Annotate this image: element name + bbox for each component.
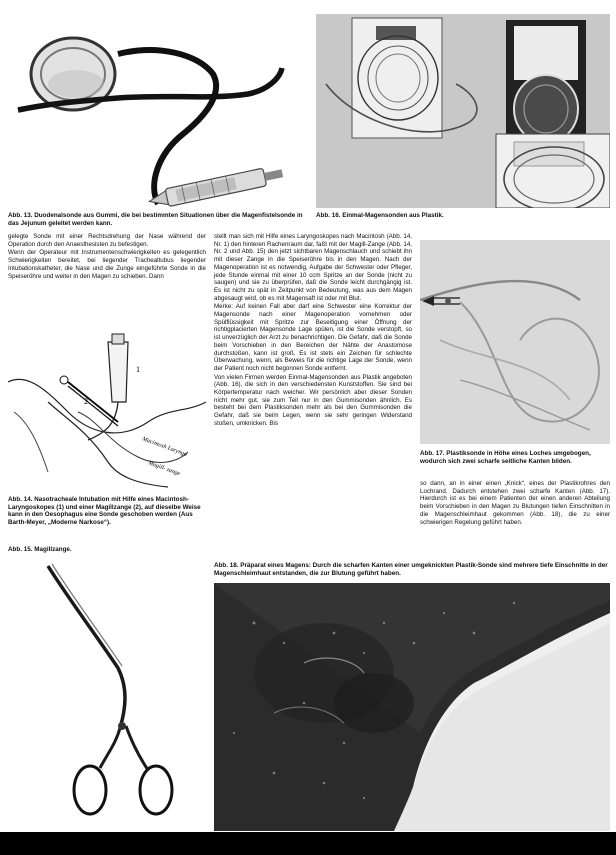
fig16-caption: Abb. 16. Einmal-Magensonden aus Plastik. [316, 212, 444, 219]
fig14-image [8, 312, 206, 492]
fig14-caption: Abb. 14. Nasotracheale Intubation mit Hilfe eines Macintosh-Laryngoskopes (1) und einer Magillzange (2), auf dieselbe Weise kann in den Oesophagus eine Sonde geschoben werden (Aus Barth-Meyer, „Moderne Narkose“). [8, 496, 201, 526]
right-paragraph: so dann, an in einer einen „Knick“, eines der Plastikrohres den Lochrand. Dadurch entstehen zwei scharfe Kanten (Abb. 17). Hierdurch ist es bei einem Patienten der einen anderen Abteilung beim Vorschieben in den Magen zu Blutungen tiefen Einschnitten in die Magenschleimhaut gekommen (Abb. 18), die zu einer schwierigen Regelung geführt haben. [420, 480, 610, 526]
fig15-image [8, 558, 208, 830]
middle-paragraph: stellt man sich mit Hilfe eines Laryngoskopes nach Macintosh (Abb. 14, Nr. 1) den hinteren Rachenraum dar, faßt mit der Magill-Zange (Abb. 14, Nr. 2 und Abb. 15) den jetzt sichtbaren Magenschlauch und schiebt ihn mit dieser Zange in die Speiseröhre bis in den Magen. Nach der Magenoperation ist es notwendig, Aufgabe der Schwester oder Pfleger, jede Stunde einmal mit einer 10 ccm Spritze an der Sonde (nicht zu saugen) und sie zu überprüfen, daß die Sonde leicht durchgängig ist. Es ist nicht zu spät in Zeitpunkt von Bedeutung, was aus dem Magen abgesaugt wird, ob es mit Magensaft ist oder mit Blut. [214, 233, 412, 302]
fig18-image [214, 583, 610, 831]
fig18-caption: Abb. 18. Präparat eines Magens: Durch die scharfen Kanten einer umgeknickten Plastik-Sonde sind mehrere tiefe Einschnitte in der Magenschleimhaut entstanden, die zur Blutung geführt haben. [214, 562, 608, 577]
fig18-photo [214, 583, 610, 831]
right-column-text [420, 480, 610, 527]
left-paragraph: Wenn der Operateur mit Instrumentenschwierigkeiten es gelegentlich Schwierigkeiten bereitet, bei liegender Trachealtubus liegender Intubationskatheter, die Nase und die Zunge eingeführte Sonde in die Speiseröhre und weiter in den Magen zu schieben. Dann [8, 249, 206, 280]
fig13-caption: Abb. 13. Duodenalsonde aus Gummi, die bei bestimmten Situationen über die Magenfistelsonde in das Jejunum geleitet werden kann. [8, 212, 303, 227]
label-laryngoskop: Macintosh Laryngo [141, 436, 188, 459]
label-2: 2 [84, 397, 88, 406]
fig17-image [420, 240, 610, 444]
fig17-photo [420, 240, 610, 444]
fig17-caption: Abb. 17. Plastiksonde in Höhe eines Loches umgebogen, wodurch sich zwei scharfe seitliche Kanten bilden. [420, 450, 591, 465]
middle-paragraph: Von vielen Firmen werden Einmal-Magensonden aus Plastik angeboten (Abb. 16), die sich in den verschiedensten Kunststoffen. Sie sind bei Körpertemperatur nach weicher. Wir persönlich aber dieser Sonden nicht mehr gut, sie zum Teil nur in den Gummisonden ähnlich. Es besteht bei dem Plastiksonden mehr als bei den Gummisonden die Gefahr, daß sie beim Legen, wenn sie sehr geringen Widerstand stoßen, umknicken. Bis [214, 373, 412, 427]
fig13-image [8, 14, 306, 208]
label-zange: Magill- zange [147, 460, 181, 478]
label-1: 1 [136, 365, 140, 374]
left-column-text [8, 233, 206, 281]
middle-column-text [214, 233, 412, 429]
page-bottom-bar [0, 832, 616, 855]
left-paragraph: gelegte Sonde mit einer Rechtsdrehung der Nase während der Operation durch den Anaesthesisten zu befestigen. [8, 233, 206, 248]
fig16-photo [316, 14, 610, 208]
fig16-image [316, 14, 610, 208]
fig13-photo [8, 14, 306, 208]
fig15-photo [8, 558, 208, 830]
middle-paragraph: Merke: Auf keinen Fall aber darf eine Schwester eine Korrektur der Magensonde nach einer Magenoperation vornehmen oder Spülflüssigkeit mit Spritze zur Beseitigung einer Öffnung der richtigplacierten Magensonde Lage spülen, ist die Sonde verstopft, so ist unverzüglich der Arzt zu benachrichtigen. Die Gefahr, daß die Sonde beim Vorschieben in den Bereichen der Nähte der Anastomose durchstoßen, kann ist groß. Es ist stets ein Zeichen für schlechte Überwachung, wenn, als Beweis für die richtige Lage der Sonde, wenn der Patient noch nicht begonnen Sonde entfernt. [214, 303, 412, 372]
fig15-caption: Abb. 15. Magillzange. [8, 546, 72, 553]
fig14-illustration [8, 312, 206, 492]
